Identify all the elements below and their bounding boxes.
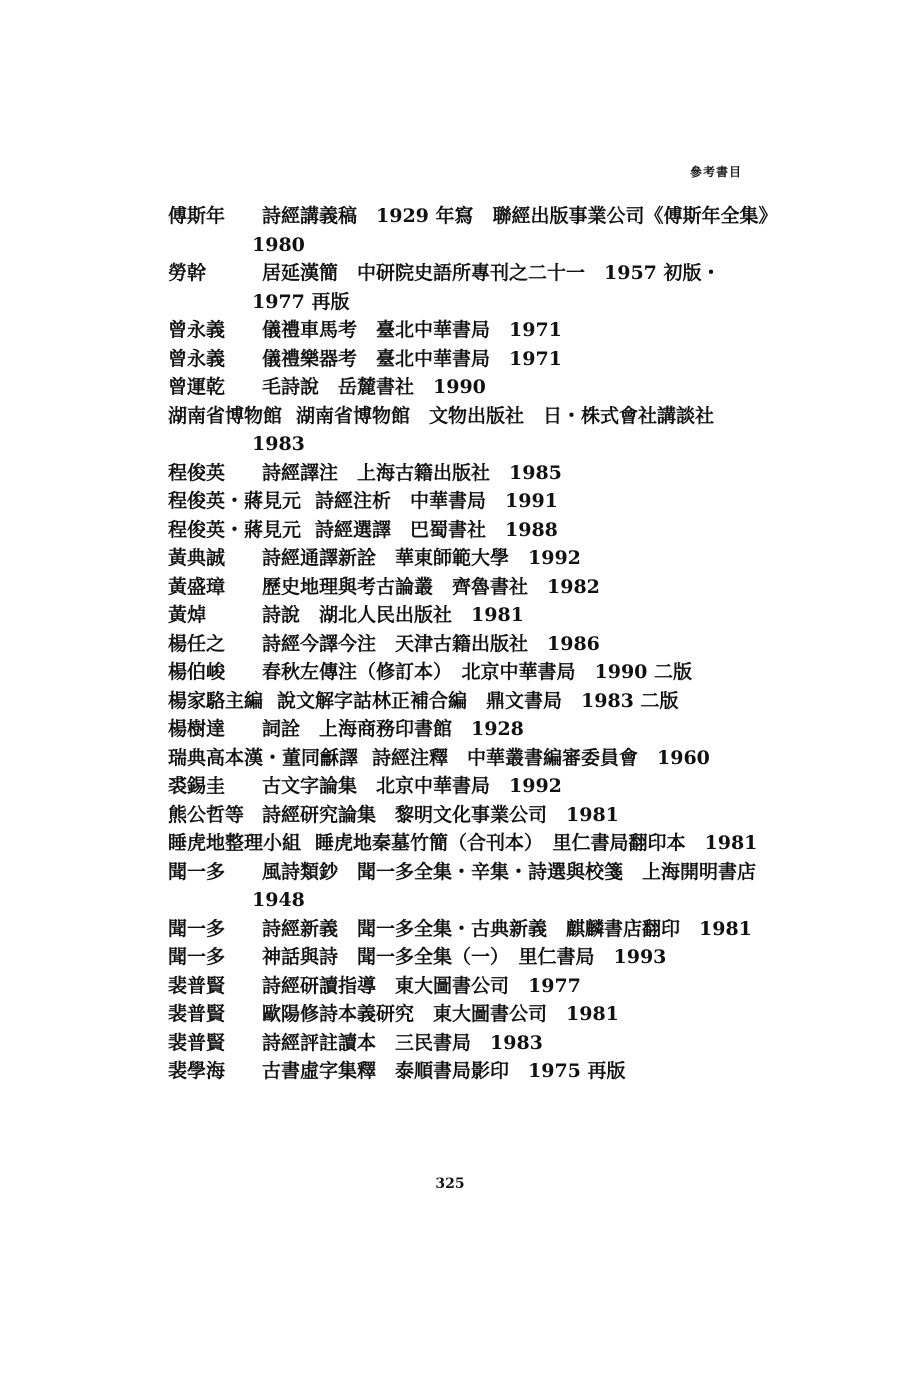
- bibliography-entry: [168, 259, 768, 316]
- entry-details: 風詩類鈔 聞一多全集・辛集・詩選與校箋 上海開明書店1948: [252, 860, 757, 911]
- bibliography-entry: [168, 658, 768, 687]
- entry-details: 詩經評註讀本 三民書局 1983: [262, 1031, 543, 1054]
- bibliography-entry: [168, 316, 768, 345]
- entry-author: 程俊英・蔣見元: [168, 518, 302, 541]
- entry-author: 程俊英・蔣見元: [168, 490, 302, 512]
- entry-author: 熊公哲等: [168, 803, 245, 826]
- running-header: 參考書目: [690, 165, 743, 179]
- entry-details: 詩經注釋 中華叢書編審委員會 1960: [372, 746, 710, 769]
- page-number: 325: [435, 1176, 465, 1192]
- bibliography-entry: [168, 858, 768, 915]
- entry-details: 詩經通譯新詮 華東師範大學 1992: [262, 547, 581, 569]
- entry-details: 神話與詩 聞一多全集（一） 里仁書局 1993: [262, 946, 667, 968]
- entry-details: 歷史地理與考古論叢 齊魯書社 1982: [262, 575, 600, 598]
- entry-details: 儀禮車馬考 臺北中華書局 1971: [262, 319, 562, 341]
- entry-author: 勞幹: [168, 262, 207, 284]
- entry-author: 裴普賢: [168, 1003, 226, 1025]
- entry-author: 裴普賢: [168, 974, 226, 997]
- entry-author: 瑞典高本漢・董同龢譯: [168, 746, 359, 769]
- entry-author: 湖南省博物館: [168, 404, 283, 427]
- entry-details: 詩經注析 中華書局 1991: [315, 490, 558, 512]
- entry-details: 儀禮樂器考 臺北中華書局 1971: [262, 347, 562, 370]
- bibliography-entry: [168, 972, 768, 1001]
- entry-details: 詩經研究論集 黎明文化事業公司 1981: [262, 803, 619, 826]
- entry-author: 楊任之: [168, 632, 226, 655]
- entry-details: 春秋左傳注（修訂本） 北京中華書局 1990 二版: [262, 661, 692, 683]
- entry-author: 裴學海: [168, 1060, 226, 1082]
- entry-details: 古文字論集 北京中華書局 1992: [262, 775, 562, 797]
- entry-author: 程俊英: [168, 461, 226, 484]
- entry-details: 睡虎地秦墓竹簡（合刊本） 里仁書局翻印本 1981: [315, 832, 758, 854]
- entry-details: 詞詮 上海商務印書館 1928: [262, 718, 524, 740]
- bibliography-entry: [168, 1029, 768, 1058]
- bibliography-entry: [168, 915, 768, 944]
- entry-author: 楊樹達: [168, 718, 226, 740]
- entry-author: 曾永義: [168, 347, 226, 370]
- bibliography-entry: [168, 202, 788, 259]
- entry-author: 裴普賢: [168, 1031, 226, 1054]
- entry-author: 黃焯: [168, 604, 207, 626]
- bibliography-entry: [168, 630, 768, 659]
- bibliography-entry: [168, 345, 768, 374]
- entry-details: 說文解字詁林正補合編 鼎文書局 1983 二版: [277, 689, 679, 712]
- entry-author: 傅斯年: [168, 205, 226, 227]
- entry-details: 詩經選譯 巴蜀書社 1988: [315, 518, 558, 541]
- entry-details: 詩經講義稿 1929 年寫 聯經出版事業公司《傅斯年全集》 1980: [252, 205, 788, 256]
- entry-author: 楊伯峻: [168, 661, 226, 683]
- entry-author: 裘錫圭: [168, 775, 226, 797]
- bibliography-entry: [168, 373, 768, 402]
- bibliography-entry: [168, 573, 768, 602]
- entry-author: 黃盛璋: [168, 575, 226, 598]
- bibliography-entry: [168, 1057, 768, 1086]
- entry-details: 歐陽修詩本義研究 東大圖書公司 1981: [262, 1003, 619, 1025]
- bibliography-entry: [168, 715, 768, 744]
- bibliography-entry: [168, 487, 768, 516]
- entry-details: 古書虛字集釋 泰順書局影印 1975 再版: [262, 1060, 626, 1082]
- entry-details: 詩經今譯今注 天津古籍出版社 1986: [262, 632, 600, 655]
- bibliography-entry: [168, 772, 768, 801]
- entry-author: 楊家駱主編: [168, 689, 264, 712]
- entry-author: 聞一多: [168, 946, 226, 968]
- entry-details: 詩經研讀指導 東大圖書公司 1977: [262, 974, 581, 997]
- bibliography-entry: [168, 544, 768, 573]
- bibliography-entry: [168, 801, 768, 830]
- bibliography-list: [168, 202, 788, 1086]
- bibliography-entry: [168, 1000, 768, 1029]
- entry-author: 曾永義: [168, 319, 226, 341]
- bibliography-entry: [168, 402, 768, 459]
- bibliography-entry: [168, 516, 768, 545]
- entry-details: 毛詩說 岳麓書社 1990: [262, 376, 486, 398]
- entry-details: 詩經譯注 上海古籍出版社 1985: [262, 461, 562, 484]
- entry-author: 曾運乾: [168, 376, 226, 398]
- entry-details: 詩經新義 聞一多全集・古典新義 麒麟書店翻印 1981: [262, 917, 752, 940]
- bibliography-entry: [168, 687, 768, 716]
- bibliography-entry: [168, 829, 768, 858]
- entry-author: 黃典誠: [168, 547, 226, 569]
- entry-details: 湖南省博物館 文物出版社 日・株式會社講談社 1983: [252, 404, 734, 455]
- bibliography-entry: [168, 459, 768, 488]
- bibliography-entry: [168, 744, 768, 773]
- entry-author: 聞一多: [168, 917, 226, 940]
- entry-author: 聞一多: [168, 860, 226, 883]
- entry-details: 居延漢簡 中研院史語所專刊之二十一 1957 初版・1977 再版: [252, 262, 721, 313]
- entry-details: 詩說 湖北人民出版社 1981: [262, 604, 524, 626]
- bibliography-entry: [168, 943, 768, 972]
- bibliography-entry: [168, 601, 768, 630]
- entry-author: 睡虎地整理小組: [168, 832, 302, 854]
